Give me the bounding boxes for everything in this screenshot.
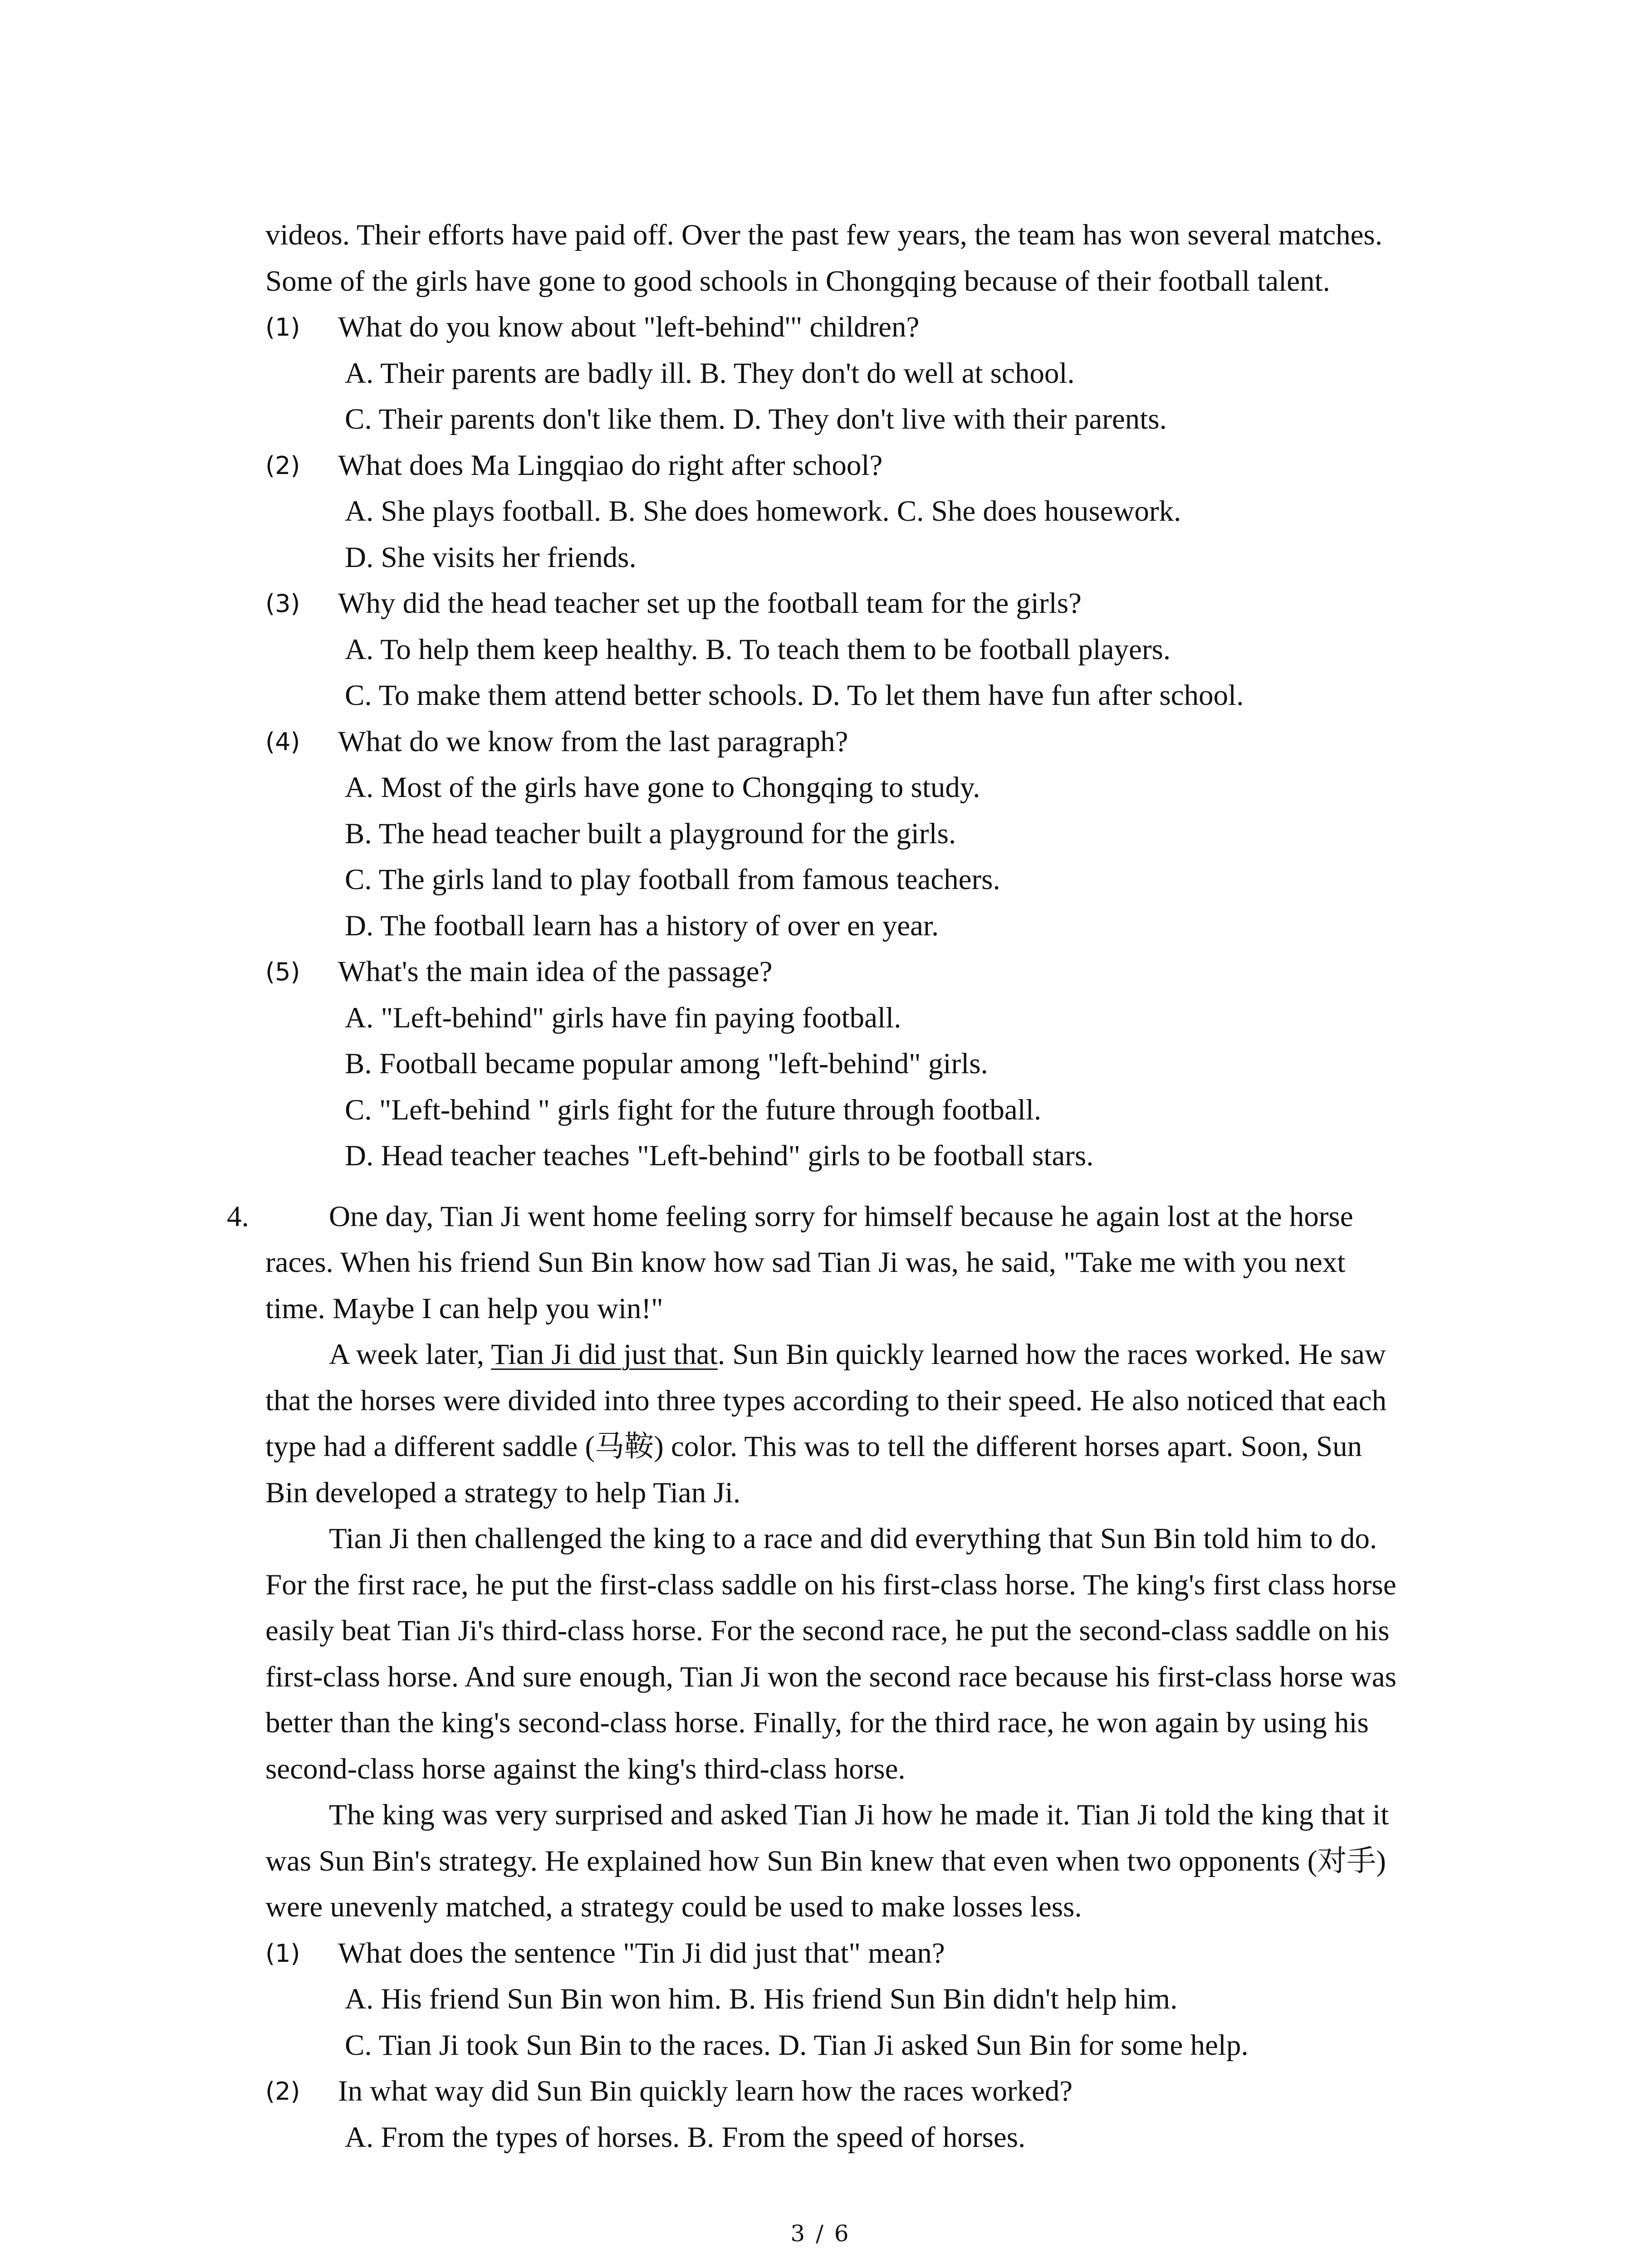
question-block <box>265 443 1454 581</box>
question-number: (2) <box>265 2077 300 2106</box>
answer-options: C. To make them attend better schools. D. To let them have fun after school. <box>345 679 1244 712</box>
question-block <box>265 719 1454 949</box>
answer-options: C. Tian Ji took Sun Bin to the races. D. Tian Ji asked Sun Bin for some help. <box>345 2028 1249 2062</box>
question-block <box>265 1931 1454 2069</box>
answer-option: D. The football learn has a history of over en year. <box>345 909 939 942</box>
question-number: (5) <box>265 958 300 986</box>
reading-item-4 <box>227 1194 1454 2161</box>
passage-line: was Sun Bin's strategy. He explained how Sun Bin knew that even when two opponents (对手) <box>265 1844 1386 1877</box>
answer-option: A. "Left-behind" girls have fin paying football. <box>345 1001 901 1034</box>
passage-line: Bin developed a strategy to help Tian Ji. <box>265 1476 741 1509</box>
question-number: (1) <box>265 313 300 342</box>
passage-line <box>227 1194 1454 1240</box>
question-block <box>265 581 1454 719</box>
passage-line: better than the king's second-class horse. Finally, for the third race, he won again by using his <box>265 1706 1369 1739</box>
answer-option: B. The head teacher built a playground for the girls. <box>345 817 956 850</box>
question-block <box>265 2068 1454 2160</box>
question-text: What do you know about "left-behind'" children? <box>338 311 920 343</box>
question-row <box>265 949 1454 995</box>
passage-line: For the first race, he put the first-class saddle on his first-class horse. The king's first class horse <box>265 1568 1396 1601</box>
passage-line: first-class horse. And sure enough, Tian Ji won the second race because his first-class horse was <box>265 1660 1396 1693</box>
question-row <box>265 443 1454 489</box>
question-number: (2) <box>265 451 300 480</box>
question-block <box>265 304 1454 443</box>
passage-text: A week later, <box>329 1338 491 1371</box>
question-row <box>265 1931 1454 1977</box>
page-indicator: 3 / 6 <box>790 2220 851 2247</box>
page-content <box>227 212 1454 2160</box>
question-text: What do we know from the last paragraph? <box>338 725 848 758</box>
answer-option: B. Football became popular among "left-behind" girls. <box>345 1047 988 1080</box>
question-number: (1) <box>265 1939 300 1968</box>
question-number: (4) <box>265 727 300 756</box>
passage-line: The king was very surprised and asked Tian Ji how he made it. Tian Ji told the king that it <box>329 1799 1389 1831</box>
passage-line: type had a different saddle (马鞍) color. This was to tell the different horses apart. Soon, Sun <box>265 1430 1362 1463</box>
answer-option: D. Head teacher teaches "Left-behind" girls to be football stars. <box>345 1139 1094 1172</box>
answer-option: A. Most of the girls have gone to Chongqing to study. <box>345 771 980 804</box>
question-block <box>265 949 1454 1179</box>
answer-option: C. "Left-behind " girls fight for the future through football. <box>345 1093 1042 1126</box>
question-row <box>265 581 1454 627</box>
question-text: In what way did Sun Bin quickly learn how the races worked? <box>338 2075 1073 2107</box>
question-text: Why did the head teacher set up the football team for the girls? <box>338 587 1082 620</box>
answer-options: A. His friend Sun Bin won him. B. His friend Sun Bin didn't help him. <box>345 1983 1178 2015</box>
section-gap <box>265 1179 1454 1194</box>
passage-line: videos. Their efforts have paid off. Over the past few years, the team has won several matches. <box>265 219 1382 251</box>
passage-line: second-class horse against the king's third-class horse. <box>265 1752 906 1785</box>
passage-line <box>265 1332 1454 1378</box>
question-row <box>265 719 1454 765</box>
answer-options: A. She plays football. B. She does homework. C. She does housework. <box>345 495 1181 528</box>
passage-line: were unevenly matched, a strategy could be used to make losses less. <box>265 1891 1082 1923</box>
answer-options: A. Their parents are badly ill. B. They don't do well at school. <box>345 357 1075 390</box>
passage-text: One day, Tian Ji went home feeling sorry for himself because he again lost at the horse <box>329 1200 1353 1233</box>
underlined-phrase: Tian Ji did just that <box>491 1338 718 1371</box>
question-text: What does the sentence "Tin Ji did just that" mean? <box>338 1936 945 1970</box>
passage-line: easily beat Tian Ji's third-class horse. For the second race, he put the second-class saddle on his <box>265 1614 1390 1647</box>
answer-options: C. Their parents don't like them. D. They don't live with their parents. <box>345 403 1167 435</box>
answer-options: A. From the types of horses. B. From the speed of horses. <box>345 2121 1026 2154</box>
answer-option: C. The girls land to play football from famous teachers. <box>345 863 1000 896</box>
question-number: (3) <box>265 589 300 618</box>
passage-text: . Sun Bin quickly learned how the races worked. He saw <box>717 1338 1386 1371</box>
question-text: What does Ma Lingqiao do right after school? <box>338 449 883 482</box>
item-number: 4. <box>227 1200 249 1233</box>
answer-options: A. To help them keep healthy. B. To teach them to be football players. <box>345 633 1171 666</box>
passage-line: races. When his friend Sun Bin know how sad Tian Ji was, he said, "Take me with you next <box>265 1246 1346 1279</box>
passage-line: Tian Ji then challenged the king to a race and did everything that Sun Bin told him to do. <box>329 1522 1377 1555</box>
question-row <box>265 304 1454 351</box>
question-row <box>265 2068 1454 2115</box>
question-text: What's the main idea of the passage? <box>338 955 773 988</box>
answer-options: D. She visits her friends. <box>345 541 637 574</box>
passage-line: Some of the girls have gone to good schools in Chongqing because of their football talent. <box>265 264 1330 298</box>
passage-line: time. Maybe I can help you win!" <box>265 1292 663 1325</box>
passage-line: that the horses were divided into three types according to their speed. He also noticed that each <box>265 1384 1386 1417</box>
